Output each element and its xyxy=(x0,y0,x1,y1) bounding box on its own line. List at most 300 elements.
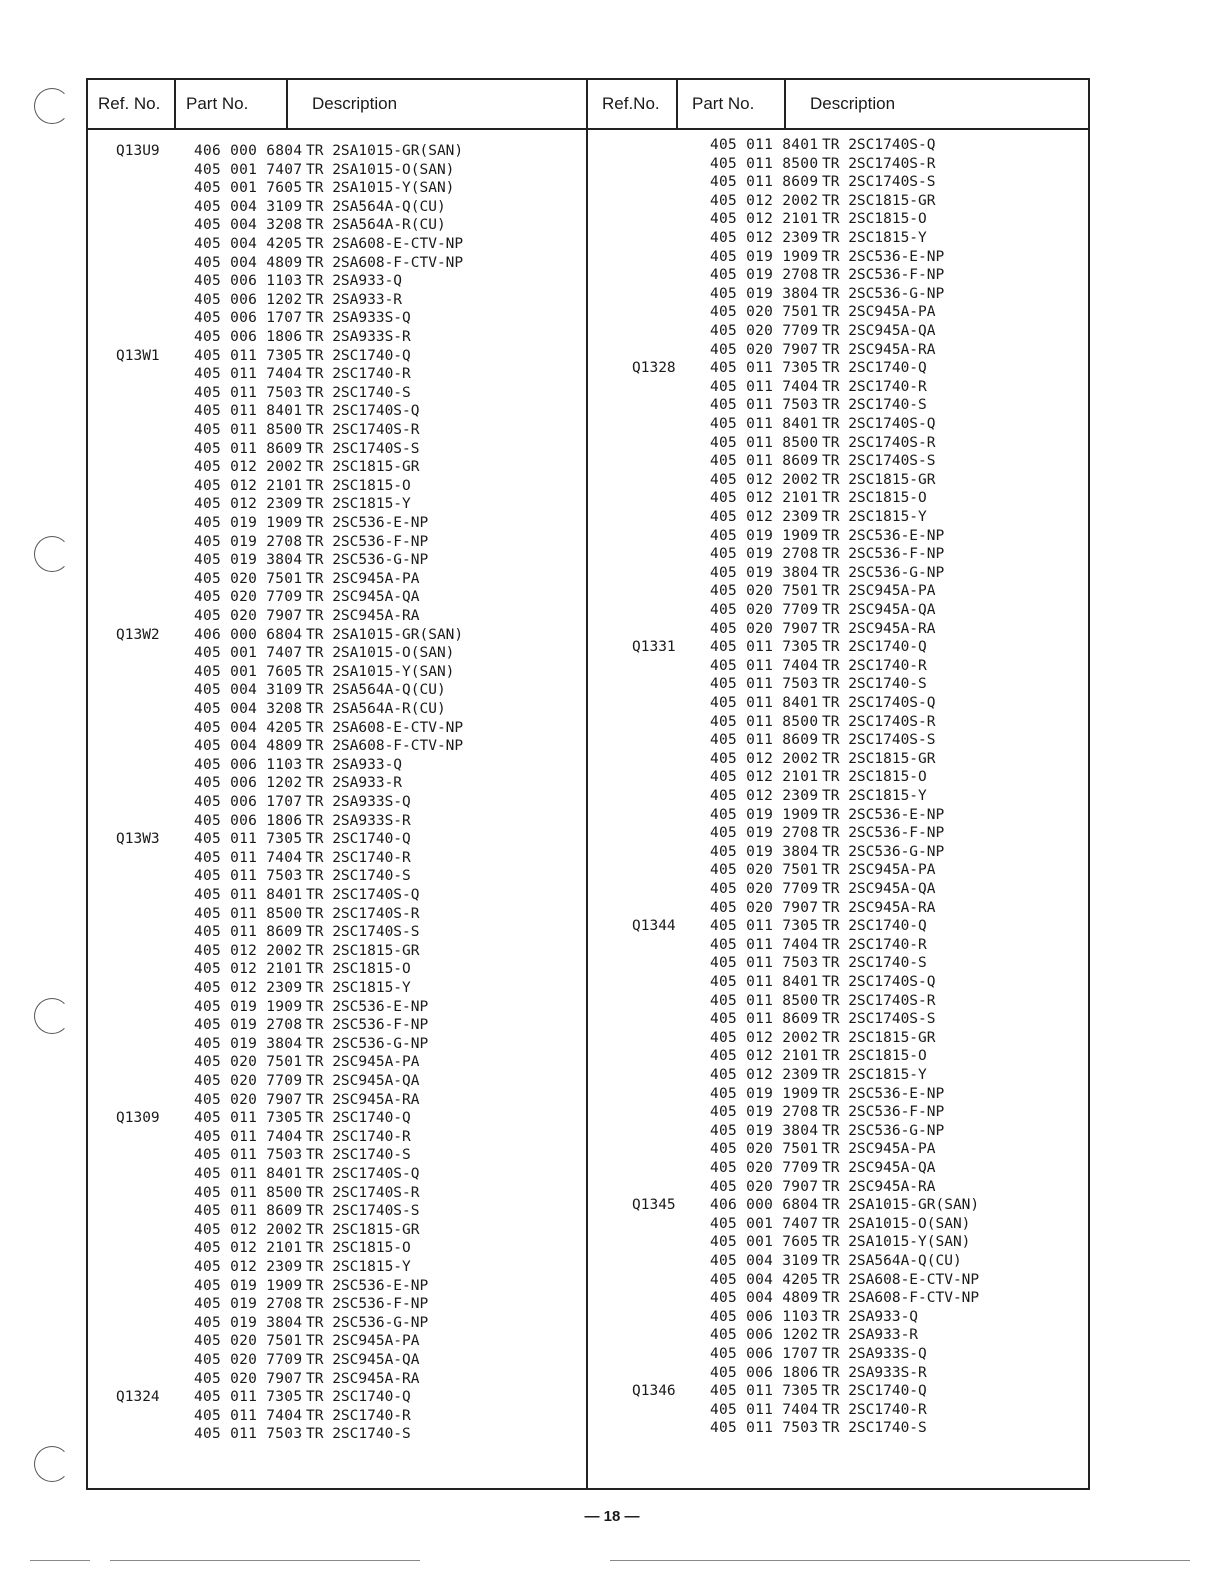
table-row xyxy=(588,880,1088,899)
description-cell: TR 2SC945A-PA xyxy=(822,862,936,879)
scan-artifact xyxy=(610,1560,1190,1561)
part-no-cell: 405 001 7407 xyxy=(710,1215,819,1232)
part-no-cell: 405 019 1909 xyxy=(710,806,819,823)
part-no-cell: 405 006 1103 xyxy=(194,273,303,290)
table-row xyxy=(88,235,586,254)
part-no-cell: 405 004 3109 xyxy=(710,1253,819,1269)
table-row xyxy=(88,663,586,682)
part-no-cell: 405 001 7407 xyxy=(194,161,303,178)
part-no-cell: 405 020 7709 xyxy=(194,1352,303,1368)
part-no-cell: 405 019 3804 xyxy=(194,1035,303,1052)
description-cell: TR 2SC1740-S xyxy=(306,384,411,401)
description-cell: TR 2SC536-F-NP xyxy=(822,825,945,842)
part-no-cell: 405 011 8401 xyxy=(194,403,303,420)
table-row xyxy=(88,1351,586,1370)
table-row xyxy=(88,384,586,403)
scan-artifact xyxy=(30,1560,90,1561)
part-no-cell: 405 011 8609 xyxy=(710,453,819,470)
part-no-cell: 405 020 7501 xyxy=(194,570,303,587)
description-cell: TR 2SC1815-O xyxy=(822,490,927,507)
description-cell: TR 2SC536-G-NP xyxy=(306,552,429,569)
description-cell: TR 2SA933S-R xyxy=(306,812,411,829)
part-no-cell: 405 004 4809 xyxy=(710,1290,819,1307)
part-no-cell: 405 012 2002 xyxy=(194,942,303,959)
part-no-cell: 405 011 7503 xyxy=(194,868,303,885)
table-row xyxy=(588,1289,1088,1308)
description-cell: TR 2SC945A-QA xyxy=(306,589,420,606)
part-no-cell: 405 001 7605 xyxy=(710,1234,819,1251)
table-row xyxy=(588,155,1088,174)
ref-no-cell: Q13W2 xyxy=(116,626,160,643)
binder-hole xyxy=(34,536,70,572)
description-cell: TR 2SA1015-Y(SAN) xyxy=(306,180,455,197)
description-cell: TR 2SC945A-QA xyxy=(822,1160,936,1176)
description-cell: TR 2SC945A-QA xyxy=(306,1352,420,1368)
table-row xyxy=(88,607,586,626)
description-cell: TR 2SC1740-S xyxy=(822,676,927,693)
description-cell: TR 2SC1740S-Q xyxy=(822,974,936,990)
table-row xyxy=(88,756,586,775)
part-no-cell: 405 004 4809 xyxy=(194,738,303,755)
description-cell: TR 2SC945A-PA xyxy=(822,583,936,600)
description-cell: TR 2SA608-E-CTV-NP xyxy=(306,236,464,252)
description-cell: TR 2SC945A-RA xyxy=(822,620,936,637)
header-description: Description xyxy=(810,94,896,113)
ref-no-cell: Q1344 xyxy=(632,918,676,935)
table-row xyxy=(88,570,586,589)
description-cell: TR 2SC1740S-R xyxy=(822,992,936,1009)
table-row xyxy=(588,1103,1088,1122)
part-no-cell: 405 012 2309 xyxy=(710,1067,819,1083)
table-row xyxy=(88,1258,586,1277)
part-no-cell: 405 004 3208 xyxy=(194,701,303,717)
description-cell: TR 2SC536-F-NP xyxy=(822,1104,945,1121)
part-no-cell: 405 012 2002 xyxy=(710,1029,819,1046)
part-no-cell: 405 011 8609 xyxy=(710,174,819,191)
description-cell: TR 2SC1815-O xyxy=(306,1240,411,1257)
part-no-cell: 405 006 1806 xyxy=(194,812,303,829)
description-cell: TR 2SC536-F-NP xyxy=(822,267,945,284)
part-no-cell: 405 006 1806 xyxy=(710,1364,819,1381)
description-cell: TR 2SC945A-RA xyxy=(822,899,936,916)
part-no-cell: 405 012 2101 xyxy=(710,211,819,228)
table-row xyxy=(588,1140,1088,1159)
part-no-cell: 405 011 7503 xyxy=(194,1147,303,1164)
part-no-cell: 405 019 1909 xyxy=(194,515,303,531)
table-row xyxy=(588,508,1088,527)
table-row xyxy=(88,1239,586,1258)
parts-panel-left xyxy=(86,78,588,1490)
table-row xyxy=(88,495,586,514)
table-body xyxy=(588,130,1088,1488)
description-cell: TR 2SC1815-O xyxy=(822,211,927,228)
description-cell: TR 2SC1740-R xyxy=(306,849,411,866)
ref-no-cell: Q1331 xyxy=(632,639,676,656)
description-cell: TR 2SC1815-Y xyxy=(822,788,927,804)
description-cell: TR 2SC1740S-S xyxy=(822,732,936,749)
part-no-cell: 405 011 8609 xyxy=(710,732,819,749)
description-cell: TR 2SA564A-R(CU) xyxy=(306,701,446,717)
part-no-cell: 405 011 8401 xyxy=(710,695,819,711)
description-cell: TR 2SA933-R xyxy=(306,775,403,792)
ref-no-cell: Q1324 xyxy=(116,1389,160,1406)
table-row xyxy=(588,359,1088,378)
part-no-cell: 405 020 7907 xyxy=(194,1370,303,1387)
part-no-cell: 405 019 2708 xyxy=(710,1104,819,1121)
description-cell: TR 2SA1015-O(SAN) xyxy=(822,1215,971,1232)
description-cell: TR 2SC1740S-R xyxy=(306,1184,420,1201)
part-no-cell: 405 006 1103 xyxy=(194,756,303,773)
description-cell: TR 2SC1815-O xyxy=(306,477,411,494)
description-cell: TR 2SC945A-QA xyxy=(822,323,936,339)
table-row xyxy=(588,1085,1088,1104)
parts-panel-right xyxy=(588,78,1090,1490)
part-no-cell: 405 004 3109 xyxy=(194,682,303,699)
part-no-cell: 405 011 7404 xyxy=(710,1401,819,1418)
scan-artifact xyxy=(110,1560,420,1561)
ref-no-cell: Q1346 xyxy=(632,1383,676,1400)
table-header xyxy=(88,80,586,130)
part-no-cell: 405 011 7503 xyxy=(194,1426,303,1443)
description-cell: TR 2SC1815-GR xyxy=(822,750,936,767)
description-cell: TR 2SC1815-O xyxy=(306,961,411,978)
description-cell: TR 2SC945A-PA xyxy=(822,304,936,321)
part-no-cell: 405 020 7709 xyxy=(194,1073,303,1089)
table-row xyxy=(588,1159,1088,1178)
table-row xyxy=(588,1345,1088,1364)
table-row xyxy=(88,477,586,496)
part-no-cell: 405 020 7501 xyxy=(710,304,819,321)
description-cell: TR 2SA933-Q xyxy=(306,273,403,290)
description-cell: TR 2SC1740S-Q xyxy=(306,887,420,903)
table-row xyxy=(88,588,586,607)
part-no-cell: 405 011 8609 xyxy=(194,1203,303,1220)
description-cell: TR 2SC1815-Y xyxy=(306,1259,411,1275)
part-no-cell: 405 019 3804 xyxy=(710,1122,819,1139)
table-row xyxy=(88,626,586,645)
table-row xyxy=(88,1091,586,1110)
description-cell: TR 2SA933S-Q xyxy=(306,310,411,327)
part-no-cell: 405 019 2708 xyxy=(194,1296,303,1313)
table-row xyxy=(588,285,1088,304)
table-row xyxy=(588,750,1088,769)
table-row xyxy=(588,1122,1088,1141)
part-no-cell: 405 020 7709 xyxy=(710,602,819,618)
description-cell: TR 2SC945A-PA xyxy=(306,1054,420,1071)
part-no-cell: 405 006 1202 xyxy=(194,291,303,308)
description-cell: TR 2SA564A-Q(CU) xyxy=(306,682,446,699)
description-cell: TR 2SC1815-GR xyxy=(822,1029,936,1046)
table-row xyxy=(88,1388,586,1407)
table-row xyxy=(88,1407,586,1426)
part-no-cell: 406 000 6804 xyxy=(710,1197,819,1214)
part-no-cell: 405 011 8609 xyxy=(194,440,303,457)
table-row xyxy=(88,272,586,291)
table-row xyxy=(88,1314,586,1333)
part-no-cell: 405 011 7404 xyxy=(710,657,819,674)
description-cell: TR 2SC1740S-S xyxy=(306,924,420,941)
part-no-cell: 405 011 8609 xyxy=(710,1011,819,1028)
description-cell: TR 2SC1740-Q xyxy=(306,831,411,848)
table-row xyxy=(588,917,1088,936)
part-no-cell: 405 011 8500 xyxy=(194,422,303,438)
description-cell: TR 2SA933S-R xyxy=(306,329,411,345)
description-cell: TR 2SC1815-GR xyxy=(306,459,420,476)
table-row xyxy=(588,1326,1088,1345)
description-cell: TR 2SC1815-Y xyxy=(822,1067,927,1083)
part-no-cell: 405 011 7404 xyxy=(194,1407,303,1424)
description-cell: TR 2SC1740-R xyxy=(306,1128,411,1145)
part-no-cell: 405 020 7907 xyxy=(710,899,819,916)
table-row xyxy=(588,136,1088,155)
table-row xyxy=(588,973,1088,992)
part-no-cell: 405 011 7305 xyxy=(710,360,819,377)
description-cell: TR 2SA1015-GR(SAN) xyxy=(306,143,464,159)
description-cell: TR 2SC536-F-NP xyxy=(822,546,945,563)
table-row xyxy=(588,564,1088,583)
table-row xyxy=(588,303,1088,322)
table-row xyxy=(588,1308,1088,1327)
table-row xyxy=(88,905,586,924)
table-row xyxy=(88,1128,586,1147)
part-no-cell: 405 019 1909 xyxy=(710,527,819,544)
table-row xyxy=(588,1029,1088,1048)
table-row xyxy=(88,960,586,979)
description-cell: TR 2SC1815-Y xyxy=(822,509,927,525)
table-row xyxy=(588,1419,1088,1438)
part-no-cell: 405 020 7709 xyxy=(710,1160,819,1176)
part-no-cell: 405 020 7709 xyxy=(710,881,819,897)
part-no-cell: 405 011 7404 xyxy=(194,849,303,866)
table-row xyxy=(588,396,1088,415)
description-cell: TR 2SC1740-S xyxy=(822,1420,927,1437)
part-no-cell: 405 020 7501 xyxy=(194,1054,303,1071)
header-part-no: Part No. xyxy=(186,94,249,113)
table-row xyxy=(88,514,586,533)
description-cell: TR 2SA933S-Q xyxy=(822,1346,927,1362)
table-row xyxy=(88,365,586,384)
table-row xyxy=(588,471,1088,490)
part-no-cell: 405 019 2708 xyxy=(194,533,303,550)
description-cell: TR 2SA608-F-CTV-NP xyxy=(822,1290,980,1307)
table-row xyxy=(88,402,586,421)
description-cell: TR 2SC536-E-NP xyxy=(822,1085,945,1102)
description-cell: TR 2SC536-E-NP xyxy=(306,1277,429,1294)
table-row xyxy=(88,216,586,235)
part-no-cell: 405 012 2309 xyxy=(710,788,819,804)
part-no-cell: 405 012 2002 xyxy=(710,192,819,209)
table-row xyxy=(88,1295,586,1314)
table-row xyxy=(88,328,586,347)
table-row xyxy=(588,843,1088,862)
part-no-cell: 405 012 2002 xyxy=(710,471,819,488)
table-header xyxy=(588,80,1088,130)
description-cell: TR 2SC945A-RA xyxy=(306,1370,420,1387)
table-row xyxy=(588,434,1088,453)
description-cell: TR 2SC1740-S xyxy=(306,868,411,885)
table-row xyxy=(588,806,1088,825)
description-cell: TR 2SC1740S-R xyxy=(306,422,420,438)
part-no-cell: 406 000 6804 xyxy=(194,143,303,159)
description-cell: TR 2SC1815-GR xyxy=(822,192,936,209)
part-no-cell: 405 012 2101 xyxy=(710,490,819,507)
table-row xyxy=(88,1221,586,1240)
part-no-cell: 405 011 7305 xyxy=(194,347,303,364)
ref-no-cell: Q13W1 xyxy=(116,347,160,364)
description-cell: TR 2SC1740-S xyxy=(306,1426,411,1443)
part-no-cell: 405 011 7404 xyxy=(710,936,819,953)
table-row xyxy=(588,545,1088,564)
part-no-cell: 405 020 7907 xyxy=(710,341,819,358)
part-no-cell: 405 006 1202 xyxy=(194,775,303,792)
table-row xyxy=(88,1370,586,1389)
part-no-cell: 405 020 7709 xyxy=(710,323,819,339)
part-no-cell: 405 011 8500 xyxy=(194,1184,303,1201)
description-cell: TR 2SA933-Q xyxy=(306,756,403,773)
table-row xyxy=(88,458,586,477)
table-row xyxy=(88,886,586,905)
description-cell: TR 2SC1815-O xyxy=(822,1048,927,1065)
table-row xyxy=(88,1035,586,1054)
table-row xyxy=(588,322,1088,341)
description-cell: TR 2SA933-R xyxy=(822,1327,919,1344)
description-cell: TR 2SC945A-PA xyxy=(822,1141,936,1158)
table-row xyxy=(588,341,1088,360)
description-cell: TR 2SC945A-RA xyxy=(306,1091,420,1108)
description-cell: TR 2SC1740S-S xyxy=(822,1011,936,1028)
part-no-cell: 405 011 8500 xyxy=(710,713,819,730)
description-cell: TR 2SC1740S-R xyxy=(822,434,936,451)
table-row xyxy=(88,867,586,886)
table-row xyxy=(88,1165,586,1184)
description-cell: TR 2SC1740S-S xyxy=(306,440,420,457)
part-no-cell: 405 011 7305 xyxy=(194,1389,303,1406)
description-cell: TR 2SC1740S-S xyxy=(822,174,936,191)
page-number: — 18 — xyxy=(584,1508,640,1525)
description-cell: TR 2SC536-G-NP xyxy=(822,843,945,860)
part-no-cell: 405 011 8500 xyxy=(710,434,819,451)
part-no-cell: 405 011 8401 xyxy=(710,416,819,432)
description-cell: TR 2SA564A-R(CU) xyxy=(306,217,446,234)
description-cell: TR 2SC1740S-R xyxy=(822,155,936,172)
description-cell: TR 2SC945A-RA xyxy=(822,341,936,358)
table-row xyxy=(588,601,1088,620)
table-row xyxy=(588,768,1088,787)
table-row xyxy=(588,173,1088,192)
description-cell: TR 2SA564A-Q(CU) xyxy=(306,198,446,215)
table-row xyxy=(588,992,1088,1011)
description-cell: TR 2SA608-F-CTV-NP xyxy=(306,254,464,271)
part-no-cell: 405 019 1909 xyxy=(194,998,303,1015)
description-cell: TR 2SA608-F-CTV-NP xyxy=(306,738,464,755)
description-cell: TR 2SA1015-O(SAN) xyxy=(306,161,455,178)
part-no-cell: 405 006 1707 xyxy=(710,1346,819,1362)
table-row xyxy=(88,1072,586,1091)
header-ref-no: Ref. No. xyxy=(98,94,161,113)
part-no-cell: 405 012 2309 xyxy=(194,496,303,513)
part-no-cell: 405 020 7907 xyxy=(710,1178,819,1195)
parts-list-table xyxy=(86,78,1090,1490)
description-cell: TR 2SC945A-QA xyxy=(822,602,936,618)
part-no-cell: 405 004 4205 xyxy=(710,1271,819,1288)
part-no-cell: 405 020 7907 xyxy=(194,608,303,624)
part-no-cell: 405 012 2002 xyxy=(194,459,303,476)
table-row xyxy=(88,1277,586,1296)
table-row xyxy=(88,533,586,552)
part-no-cell: 405 012 2101 xyxy=(710,769,819,786)
description-cell: TR 2SC1740-R xyxy=(822,378,927,395)
part-no-cell: 405 020 7907 xyxy=(194,1091,303,1108)
description-cell: TR 2SC1740-S xyxy=(306,1147,411,1164)
description-cell: TR 2SC536-E-NP xyxy=(822,248,945,265)
table-row xyxy=(588,936,1088,955)
binder-hole xyxy=(34,1446,70,1482)
part-no-cell: 405 011 7305 xyxy=(194,831,303,848)
description-cell: TR 2SC1740S-Q xyxy=(822,137,936,153)
description-cell: TR 2SC945A-QA xyxy=(306,1073,420,1089)
part-no-cell: 406 000 6804 xyxy=(194,626,303,643)
description-cell: TR 2SC1815-Y xyxy=(306,980,411,996)
part-no-cell: 405 012 2101 xyxy=(710,1048,819,1065)
part-no-cell: 405 011 7503 xyxy=(710,397,819,414)
part-no-cell: 405 011 7503 xyxy=(710,955,819,972)
ref-no-cell: Q1345 xyxy=(632,1197,676,1214)
description-cell: TR 2SC1740-Q xyxy=(822,1383,927,1400)
part-no-cell: 405 011 7305 xyxy=(710,1383,819,1400)
description-cell: TR 2SC1815-Y xyxy=(306,496,411,513)
description-cell: TR 2SC1740S-S xyxy=(306,1203,420,1220)
table-row xyxy=(588,675,1088,694)
table-row xyxy=(588,620,1088,639)
description-cell: TR 2SC1740-Q xyxy=(822,639,927,656)
table-row xyxy=(88,812,586,831)
part-no-cell: 405 019 1909 xyxy=(710,248,819,265)
description-cell: TR 2SC1740S-Q xyxy=(822,695,936,711)
description-cell: TR 2SC1815-O xyxy=(822,769,927,786)
table-row xyxy=(588,1066,1088,1085)
part-no-cell: 405 012 2101 xyxy=(194,477,303,494)
description-cell: TR 2SC536-F-NP xyxy=(306,1296,429,1313)
description-cell: TR 2SC1815-GR xyxy=(306,942,420,959)
table-row xyxy=(588,638,1088,657)
table-row xyxy=(88,142,586,161)
part-no-cell: 405 011 8500 xyxy=(194,905,303,922)
table-row xyxy=(88,1332,586,1351)
description-cell: TR 2SC1740-Q xyxy=(306,1389,411,1406)
description-cell: TR 2SA933S-Q xyxy=(306,794,411,810)
part-no-cell: 405 011 7305 xyxy=(710,918,819,935)
description-cell: TR 2SC1740-R xyxy=(822,657,927,674)
header-ref-no: Ref.No. xyxy=(602,94,660,113)
table-row xyxy=(588,657,1088,676)
part-no-cell: 405 019 3804 xyxy=(194,1314,303,1331)
description-cell: TR 2SC1740-R xyxy=(822,936,927,953)
description-cell: TR 2SC1740S-Q xyxy=(306,1166,420,1182)
table-row xyxy=(88,291,586,310)
description-cell: TR 2SA933-Q xyxy=(822,1308,919,1325)
table-row xyxy=(588,210,1088,229)
table-row xyxy=(88,198,586,217)
part-no-cell: 405 011 7404 xyxy=(194,366,303,383)
part-no-cell: 405 006 1202 xyxy=(710,1327,819,1344)
description-cell: TR 2SA933S-R xyxy=(822,1364,927,1381)
part-no-cell: 405 019 3804 xyxy=(710,843,819,860)
table-row xyxy=(588,452,1088,471)
part-no-cell: 405 001 7407 xyxy=(194,645,303,662)
binder-hole xyxy=(34,88,70,124)
table-row xyxy=(588,1364,1088,1383)
description-cell: TR 2SC945A-RA xyxy=(822,1178,936,1195)
